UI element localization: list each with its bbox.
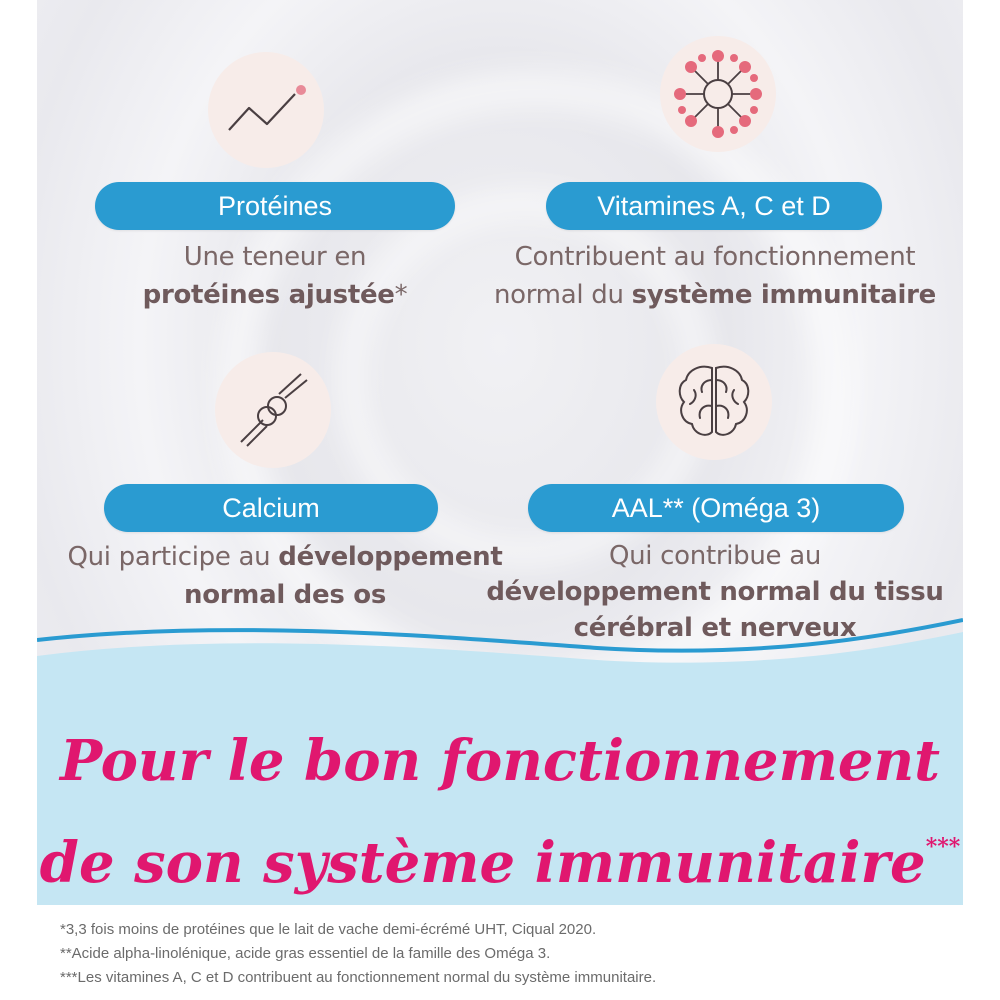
aal-omega3-label: AAL** (Oméga 3)	[528, 484, 904, 532]
brain-icon	[672, 360, 756, 444]
footnote-2: **Acide alpha-linolénique, acide gras essentiel de la famille des Oméga 3.	[60, 945, 551, 962]
calcium-description: Qui participe au développement normal des os	[67, 542, 503, 610]
footnote-1: *3,3 fois moins de protéines que le lait de vache demi-écrémé UHT, Ciqual 2020.	[60, 921, 597, 938]
proteines-label: Protéines	[95, 182, 455, 230]
headline-marker: ***	[925, 834, 961, 860]
vitamines-label: Vitamines A, C et D	[546, 182, 882, 230]
calcium-label: Calcium	[104, 484, 438, 532]
proteines-description: Une teneur en protéines ajustée*	[142, 242, 408, 310]
aal-omega3-description: Qui contribue au développement normal du tissu cérébral et nerveux	[486, 541, 944, 643]
headline-line-1: Pour le bon fonctionnement	[59, 728, 941, 794]
vitamines-description: Contribuent au fonctionnement normal du système immunitaire	[493, 242, 937, 310]
headline-line-2: de son système immunitaire***	[39, 830, 961, 896]
headline	[37, 718, 963, 906]
immune-cell-icon	[668, 44, 768, 144]
protein-icon-badge	[208, 52, 324, 168]
bone-joint-icon	[233, 370, 313, 450]
vitamins-icon-badge	[660, 36, 776, 152]
growth-chart-icon	[221, 80, 311, 140]
footnotes	[60, 918, 960, 990]
omega3-icon-badge	[656, 344, 772, 460]
footnote-3: ***Les vitamines A, C et D contribuent au fonctionnement normal du système immunitaire.	[60, 969, 657, 986]
calcium-icon-badge	[215, 352, 331, 468]
